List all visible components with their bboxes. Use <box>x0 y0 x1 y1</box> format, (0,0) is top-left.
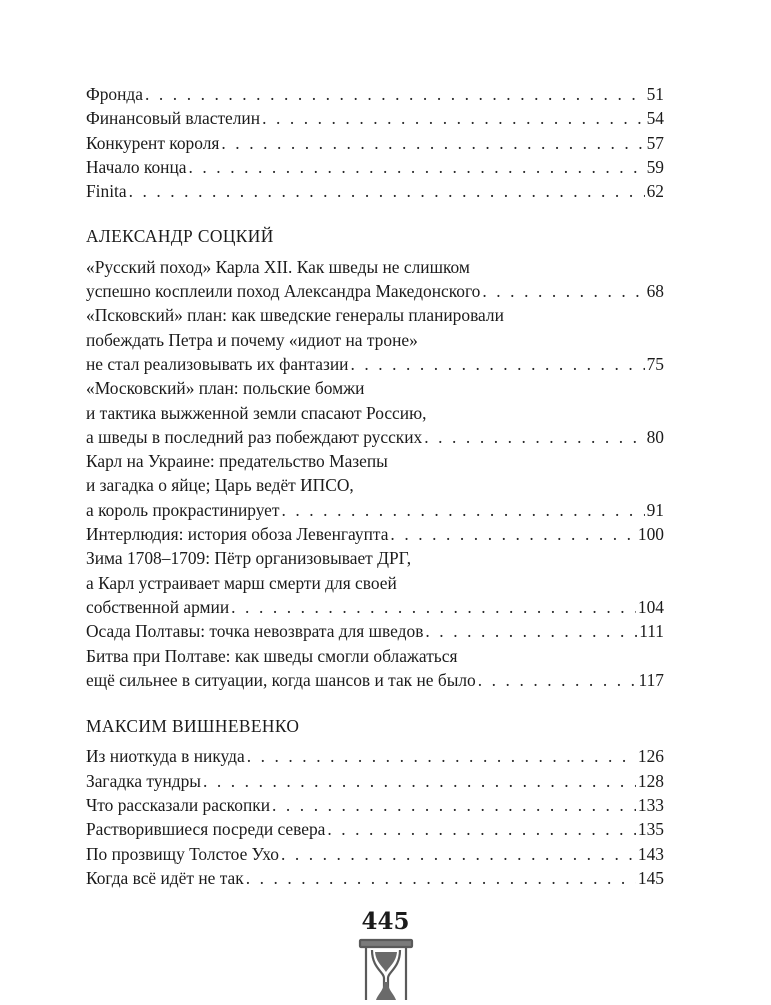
toc-entry-line: «Московский» план: польские бомжи <box>86 378 365 399</box>
toc-section-vishnevenko <box>86 744 664 890</box>
leader-dots <box>203 769 636 793</box>
leader-dots <box>327 817 636 841</box>
toc-entry <box>86 131 664 155</box>
toc-entry-last-line <box>86 498 664 522</box>
author-heading: АЛЕКСАНДР СОЦКИЙ <box>86 226 274 247</box>
toc-entry-title: Что рассказали раскопки <box>86 795 271 816</box>
toc-entry-title: Finita <box>86 181 127 202</box>
toc-entry-page: 62 <box>646 181 664 202</box>
toc-entry-page: 143 <box>637 843 664 864</box>
toc-entry-page: 145 <box>637 867 664 888</box>
toc-entry-title: Начало конца <box>86 156 187 177</box>
leader-dots <box>221 131 644 155</box>
toc-entry <box>86 255 664 304</box>
toc-entry-page: 91 <box>646 499 664 520</box>
toc-entry-title: не стал реализовывать их фантазии <box>86 353 349 374</box>
toc-entry <box>86 619 664 643</box>
author-heading: МАКСИМ ВИШНЕВЕНКО <box>86 716 300 737</box>
toc-entry-page: 100 <box>637 524 664 545</box>
leader-dots <box>262 106 645 130</box>
toc-entry-title: Осада Полтавы: точка невозврата для шведов <box>86 621 424 642</box>
toc-entry-page: 128 <box>637 770 664 791</box>
leader-dots <box>350 352 644 376</box>
toc-entry-last-line <box>86 352 664 376</box>
toc-entry-last-line <box>86 595 664 619</box>
toc-entry-title: Растворившиеся посреди севера <box>86 819 326 840</box>
toc-entry-page: 51 <box>646 84 664 104</box>
toc-entry <box>86 866 664 890</box>
toc-entry <box>86 522 664 546</box>
toc-entry <box>86 449 664 522</box>
toc-entry-last-line <box>86 425 664 449</box>
toc-entry-page: 57 <box>646 132 664 153</box>
leader-dots <box>145 82 645 106</box>
toc-entry <box>86 744 664 768</box>
toc-entry-title: Конкурент короля <box>86 132 220 153</box>
toc-entry <box>86 769 664 793</box>
toc-entry <box>86 842 664 866</box>
toc-entry <box>86 82 664 106</box>
toc-entry-page: 111 <box>639 621 664 642</box>
toc-entry-line: Зима 1708–1709: Пётр организовывает ДРГ, <box>86 548 412 569</box>
leader-dots <box>424 425 644 449</box>
leader-dots <box>482 279 644 303</box>
toc-entry <box>86 817 664 841</box>
leader-dots <box>282 498 645 522</box>
toc-entry <box>86 155 664 179</box>
toc-entry-page: 135 <box>637 819 664 840</box>
toc-entry <box>86 793 664 817</box>
toc-entry <box>86 644 664 693</box>
hourglass-icon <box>354 938 418 1000</box>
leader-dots <box>246 866 636 890</box>
toc-entry-line: побеждать Петра и почему «идиот на троне» <box>86 329 418 350</box>
toc-entry-page: 126 <box>637 746 664 767</box>
toc-entry-line: и загадка о яйце; Царь ведёт ИПСО, <box>86 475 354 496</box>
toc-top-list <box>86 82 664 203</box>
toc-entry-title: успешно косплеили поход Александра Македонского <box>86 281 481 302</box>
toc-section-socky <box>86 255 664 692</box>
toc-entry-page: 75 <box>646 353 664 374</box>
toc-entry <box>86 546 664 619</box>
leader-dots <box>189 155 645 179</box>
toc-entry-title: Финансовый властелин <box>86 108 261 129</box>
toc-entry <box>86 376 664 449</box>
toc-entry-line: Карл на Украине: предательство Мазепы <box>86 451 388 472</box>
toc-entry <box>86 106 664 130</box>
leader-dots <box>478 668 637 692</box>
toc-entry-title: По прозвищу Толстое Ухо <box>86 843 279 864</box>
toc-entry-line: и тактика выжженной земли спасают Россию, <box>86 402 427 423</box>
page-number: 445 <box>361 908 410 935</box>
toc-entry-title: Фронда <box>86 84 144 104</box>
toc-entry-last-line <box>86 619 664 643</box>
toc-entry-line: а Карл устраивает марш смерти для своей <box>86 572 397 593</box>
toc-entry-line: Битва при Полтаве: как шведы смогли облажаться <box>86 645 458 666</box>
leader-dots <box>247 744 636 768</box>
toc-entry-last-line <box>86 279 664 303</box>
leader-dots <box>390 522 635 546</box>
toc-entry-title: Когда всё идёт не так <box>86 867 244 888</box>
toc-entry-title: а король прокрастинирует <box>86 499 280 520</box>
toc-entry-last-line <box>86 668 664 692</box>
leader-dots <box>129 179 645 203</box>
toc-entry <box>86 179 664 203</box>
toc-entry-page: 80 <box>646 426 664 447</box>
toc-entry-last-line <box>86 522 664 546</box>
toc-entry-title: собственной армии <box>86 596 230 617</box>
leader-dots <box>425 619 637 643</box>
toc-entry-page: 117 <box>638 669 664 690</box>
toc-entry-page: 104 <box>637 596 664 617</box>
leader-dots <box>231 595 636 619</box>
toc-entry-page: 59 <box>646 156 664 177</box>
toc-entry-page: 133 <box>637 795 664 816</box>
toc-entry-title: Из ниоткуда в никуда <box>86 746 245 767</box>
table-of-contents <box>86 82 664 890</box>
toc-entry-line: «Псковский» план: как шведские генералы планировали <box>86 305 504 326</box>
toc-entry-title: а шведы в последний раз побеждают русских <box>86 426 423 447</box>
toc-entry-title: ещё сильнее в ситуации, когда шансов и так не было <box>86 669 476 690</box>
toc-entry <box>86 303 664 376</box>
toc-entry-line: «Русский поход» Карла XII. Как шведы не слишком <box>86 256 470 277</box>
toc-entry-page: 54 <box>646 108 664 129</box>
leader-dots <box>281 842 636 866</box>
toc-entry-title: Загадка тундры <box>86 770 201 791</box>
leader-dots <box>272 793 636 817</box>
toc-entry-title: Интерлюдия: история обоза Левенгаупта <box>86 524 389 545</box>
toc-entry-page: 68 <box>646 281 664 302</box>
